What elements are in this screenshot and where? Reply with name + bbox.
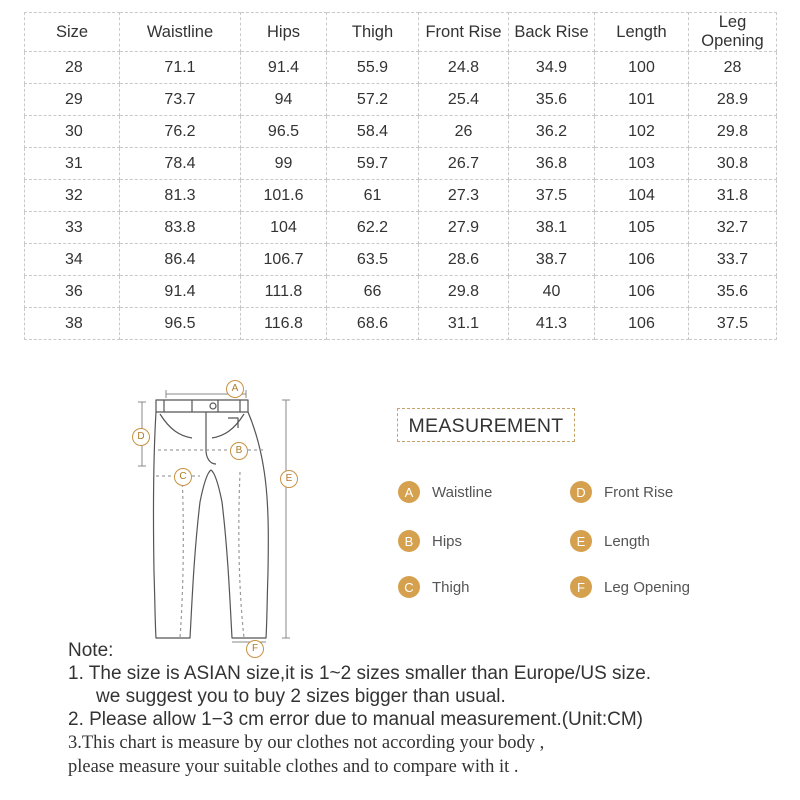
table-cell: 101.6 [241, 180, 327, 212]
table-cell: 99 [241, 148, 327, 180]
legend-badge: A [398, 481, 420, 503]
table-cell: 81.3 [120, 180, 241, 212]
table-cell: 94 [241, 84, 327, 116]
table-header-row [25, 13, 777, 52]
table-row [25, 212, 777, 244]
table-cell: 96.5 [120, 308, 241, 340]
table-row [25, 116, 777, 148]
table-cell: 68.6 [327, 308, 419, 340]
table-cell: 104 [595, 180, 689, 212]
table-cell: 28 [25, 52, 120, 84]
marker-f: F [246, 640, 264, 658]
note-line-1: 1. The size is ASIAN size,it is 1~2 sizes smaller than Europe/US size. [68, 663, 652, 684]
column-header: Thigh [327, 13, 419, 52]
table-cell: 116.8 [241, 308, 327, 340]
table-cell: 33 [25, 212, 120, 244]
table-cell: 36.2 [509, 116, 595, 148]
table-cell: 37.5 [509, 180, 595, 212]
table-cell: 36.8 [509, 148, 595, 180]
table-cell: 86.4 [120, 244, 241, 276]
table-cell: 34.9 [509, 52, 595, 84]
legend-label: Thigh [432, 578, 470, 596]
table-cell: 31.8 [689, 180, 777, 212]
legend-badge: C [398, 576, 420, 598]
table-cell: 66 [327, 276, 419, 308]
table-cell: 27.3 [419, 180, 509, 212]
legend-label: Length [604, 532, 650, 550]
table-cell: 29.8 [689, 116, 777, 148]
table-cell: 58.4 [327, 116, 419, 148]
table-cell: 30.8 [689, 148, 777, 180]
table-cell: 59.7 [327, 148, 419, 180]
table-cell: 103 [595, 148, 689, 180]
table-cell: 35.6 [689, 276, 777, 308]
table-cell: 32 [25, 180, 120, 212]
table-cell: 29 [25, 84, 120, 116]
legend-item-hips [398, 530, 462, 552]
table-cell: 30 [25, 116, 120, 148]
table-cell: 26.7 [419, 148, 509, 180]
table-cell: 26 [419, 116, 509, 148]
legend-badge: B [398, 530, 420, 552]
table-cell: 106 [595, 244, 689, 276]
table-row [25, 244, 777, 276]
table-cell: 106 [595, 308, 689, 340]
table-cell: 104 [241, 212, 327, 244]
column-header: Length [595, 13, 689, 52]
note-line-1b: we suggest you to buy 2 sizes bigger than usual. [96, 686, 506, 707]
table-cell: 78.4 [120, 148, 241, 180]
legend-item-waistline [398, 481, 492, 503]
table-cell: 62.2 [327, 212, 419, 244]
table-cell: 105 [595, 212, 689, 244]
column-header: Waistline [120, 13, 241, 52]
table-cell: 35.6 [509, 84, 595, 116]
table-row [25, 52, 777, 84]
table-cell: 37.5 [689, 308, 777, 340]
table-row [25, 148, 777, 180]
table-row [25, 308, 777, 340]
legend-label: Waistline [432, 483, 493, 501]
column-header: Back Rise [509, 13, 595, 52]
marker-e: E [280, 470, 298, 488]
legend-label: Leg Opening [604, 578, 690, 596]
note-line-3b: please measure your suitable clothes and to compare with it . [68, 757, 519, 777]
table-cell: 28.6 [419, 244, 509, 276]
table-cell: 71.1 [120, 52, 241, 84]
table-cell: 57.2 [327, 84, 419, 116]
pants-diagram [120, 372, 320, 662]
table-cell: 33.7 [689, 244, 777, 276]
table-row [25, 180, 777, 212]
column-header: Size [25, 13, 120, 52]
note-line-2: 2. Please allow 1−3 cm error due to manual measurement.(Unit:CM) [68, 709, 643, 730]
table-cell: 40 [509, 276, 595, 308]
legend-item-front-rise [570, 481, 673, 503]
table-cell: 96.5 [241, 116, 327, 148]
table-cell: 55.9 [327, 52, 419, 84]
table-cell: 36 [25, 276, 120, 308]
legend-badge: E [570, 530, 592, 552]
table-cell: 101 [595, 84, 689, 116]
table-row [25, 276, 777, 308]
pants-outline-image [120, 372, 320, 662]
table-cell: 31.1 [419, 308, 509, 340]
table-cell: 34 [25, 244, 120, 276]
legend-item-thigh [398, 576, 470, 598]
table-cell: 28 [689, 52, 777, 84]
table-cell: 32.7 [689, 212, 777, 244]
table-cell: 29.8 [419, 276, 509, 308]
table-cell: 76.2 [120, 116, 241, 148]
legend-label: Front Rise [604, 483, 674, 501]
table-cell: 28.9 [689, 84, 777, 116]
table-cell: 63.5 [327, 244, 419, 276]
marker-b: B [230, 442, 248, 460]
table-cell: 41.3 [509, 308, 595, 340]
table-cell: 24.8 [419, 52, 509, 84]
table-row [25, 84, 777, 116]
legend-item-leg-opening [570, 576, 690, 598]
table-cell: 106 [595, 276, 689, 308]
note-line-3: 3.This chart is measure by our clothes not according your body , [68, 733, 545, 753]
legend-badge: D [570, 481, 592, 503]
table-cell: 27.9 [419, 212, 509, 244]
table-cell: 25.4 [419, 84, 509, 116]
notes-section [68, 640, 788, 779]
table-cell: 91.4 [120, 276, 241, 308]
measurement-title: MEASUREMENT [397, 408, 575, 442]
table-cell: 106.7 [241, 244, 327, 276]
size-table [24, 12, 777, 340]
table-cell: 102 [595, 116, 689, 148]
table-cell: 31 [25, 148, 120, 180]
marker-c: C [174, 468, 192, 486]
table-cell: 73.7 [120, 84, 241, 116]
column-header: Hips [241, 13, 327, 52]
table-cell: 83.8 [120, 212, 241, 244]
table-cell: 38.7 [509, 244, 595, 276]
column-header: Leg Opening [689, 13, 777, 52]
legend-item-length [570, 530, 650, 552]
marker-d: D [132, 428, 150, 446]
legend-badge: F [570, 576, 592, 598]
table-cell: 38.1 [509, 212, 595, 244]
table-cell: 38 [25, 308, 120, 340]
table-cell: 111.8 [241, 276, 327, 308]
column-header: Front Rise [419, 13, 509, 52]
table-cell: 91.4 [241, 52, 327, 84]
table-cell: 61 [327, 180, 419, 212]
marker-a: A [226, 380, 244, 398]
notes-heading: Note: [68, 640, 114, 661]
legend-label: Hips [432, 532, 463, 550]
table-cell: 100 [595, 52, 689, 84]
